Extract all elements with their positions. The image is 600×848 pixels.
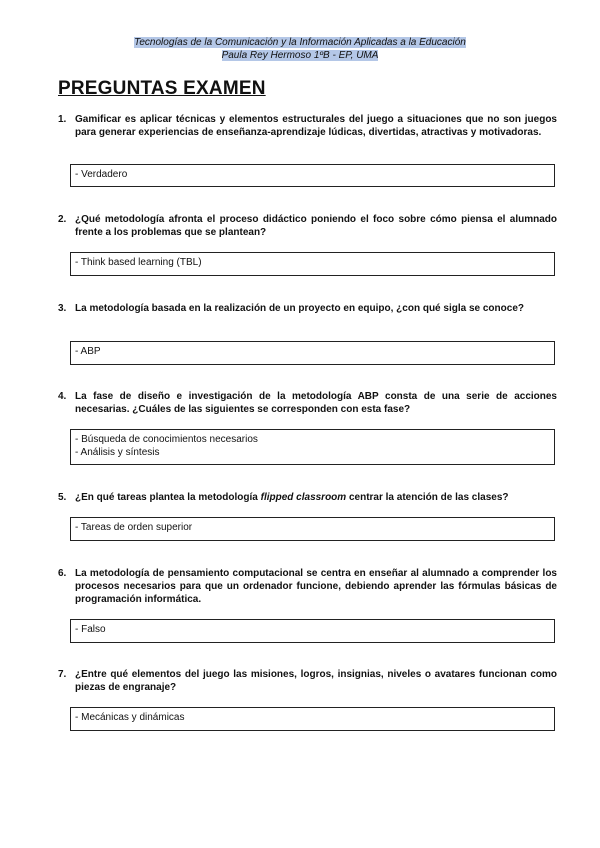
question-6 [58, 567, 557, 606]
question-text-part: ¿En qué tareas plantea la metodología [75, 492, 261, 503]
question-emphasis: flipped classroom [260, 492, 347, 503]
question-1 [58, 113, 557, 139]
answer-line: - Análisis y síntesis [75, 447, 160, 458]
question-text [75, 491, 557, 504]
answer-line: - Verdadero [75, 169, 128, 180]
question-text: Gamificar es aplicar técnicas y elementos estructurales del juego a situaciones que no son juegos para generar experiencias de enseñanza-aprendizaje lúdicas, divertidas, atractivas y motivadoras. [75, 114, 557, 138]
answer-box-6 [70, 619, 555, 643]
question-4 [58, 390, 557, 416]
question-text-part: centrar la atención de las clases? [346, 492, 509, 503]
question-3 [58, 302, 557, 315]
question-number: 7. [58, 669, 67, 680]
page-title: PREGUNTAS EXAMEN [58, 78, 266, 99]
question-number: 4. [58, 391, 67, 402]
answer-box-2 [70, 252, 555, 276]
question-number: 5. [58, 492, 67, 503]
header-course-title: Tecnologías de la Comunicación y la Información Aplicadas a la Educación [134, 37, 466, 48]
question-7 [58, 668, 557, 694]
question-number: 3. [58, 303, 67, 314]
question-5 [58, 491, 557, 504]
question-text: La fase de diseño e investigación de la metodología ABP consta de una serie de acciones necesarias. ¿Cuáles de las siguientes se corresponden con esta fase? [75, 391, 557, 415]
question-text: ¿Qué metodología afronta el proceso didáctico poniendo el foco sobre cómo piensa el alumnado frente a los problemas que se plantean? [75, 214, 557, 238]
document-header [0, 36, 600, 62]
header-author: Paula Rey Hermoso 1ºB - EP, UMA [221, 50, 379, 61]
question-text: La metodología basada en la realización de un proyecto en equipo, ¿con qué sigla se conoce? [75, 303, 524, 314]
answer-box-5 [70, 517, 555, 541]
question-text: La metodología de pensamiento computacional se centra en enseñar al alumnado a comprender los procesos necesarios para que un ordenador funcione, debiendo aprender las fórmulas básicas de programación informática. [75, 568, 557, 605]
answer-line: - Mecánicas y dinámicas [75, 712, 185, 723]
question-2 [58, 213, 557, 239]
answer-box-4 [70, 429, 555, 465]
question-number: 6. [58, 568, 67, 579]
answer-box-3 [70, 341, 555, 365]
answer-box-1 [70, 164, 555, 187]
question-number: 1. [58, 114, 67, 125]
answer-box-7 [70, 707, 555, 731]
answer-line: - Búsqueda de conocimientos necesarios [75, 434, 258, 445]
question-text: ¿Entre qué elementos del juego las misiones, logros, insignias, niveles o avatares funcionan como piezas de engranaje? [75, 669, 557, 693]
answer-line: - Tareas de orden superior [75, 522, 193, 533]
answer-line: - Falso [75, 624, 106, 635]
answer-line: - Think based learning (TBL) [75, 257, 202, 268]
answer-line: - ABP [75, 346, 101, 357]
question-number: 2. [58, 214, 67, 225]
